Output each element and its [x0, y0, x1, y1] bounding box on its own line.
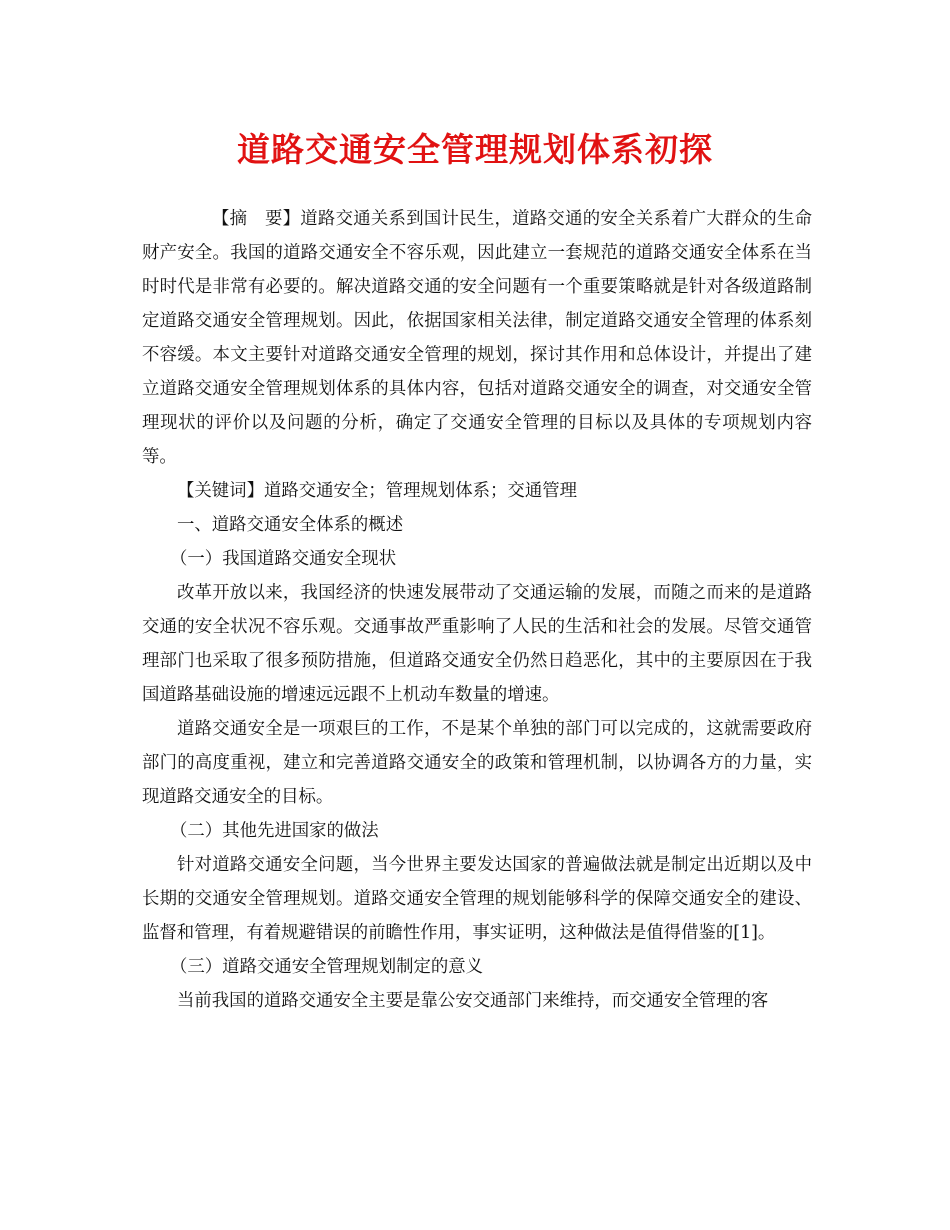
subsection-heading-3: （三）道路交通安全管理规划制定的意义 [170, 957, 484, 977]
subsection-heading-1: （一）我国道路交通安全现状 [170, 549, 397, 569]
subsection-heading-2: （二）其他先进国家的做法 [170, 821, 379, 841]
document-body [142, 202, 812, 1018]
section-heading-1: 一、道路交通安全体系的概述 [177, 515, 404, 535]
abstract-paragraph: 【摘 要】道路交通关系到国计民生，道路交通的安全关系着广大群众的生命财产安全。我国的道路交通安全不容乐观，因此建立一套规范的道路交通安全体系在当时时代是非常有必要的。解决道路交通的安全问题有一个重要策略就是针对各级道路制定道路交通安全管理规划。因此，依据国家相关法律，制定道路交通安全管理的体系刻不容缓。本文主要针对道路交通安全管理的规划，探讨其作用和总体设计，并提出了建立道路交通安全管理规划体系的具体内容，包括对道路交通安全的调查，对交通安全管理现状的评价以及问题的分析，确定了交通安全管理的目标以及具体的专项规划内容等。 [142, 209, 812, 467]
paragraph-1-2: 道路交通安全是一项艰巨的工作，不是某个单独的部门可以完成的，这就需要政府部门的高度重视，建立和完善道路交通安全的政策和管理机制，以协调各方的力量，实现道路交通安全的目标。 [142, 719, 812, 807]
paragraph-2-1: 针对道路交通安全问题，当今世界主要发达国家的普遍做法就是制定出近期以及中长期的交通安全管理规划。道路交通安全管理的规划能够科学的保障交通安全的建设、监督和管理，有着规避错误的前瞻性作用，事实证明，这种做法是值得借鉴的[1]。 [142, 855, 812, 943]
paragraph-3-1: 当前我国的道路交通安全主要是靠公安交通部门来维持，而交通安全管理的客 [177, 991, 769, 1011]
document-title: 道路交通安全管理规划体系初探 [237, 130, 713, 169]
paragraph-1-1: 改革开放以来，我国经济的快速发展带动了交通运输的发展，而随之而来的是道路交通的安全状况不容乐观。交通事故严重影响了人民的生活和社会的发展。尽管交通管理部门也采取了很多预防措施，但道路交通安全仍然日趋恶化，其中的主要原因在于我国道路基础设施的增速远远跟不上机动车数量的增速。 [142, 583, 812, 705]
keywords-line: 【关键词】道路交通安全；管理规划体系；交通管理 [177, 481, 577, 501]
